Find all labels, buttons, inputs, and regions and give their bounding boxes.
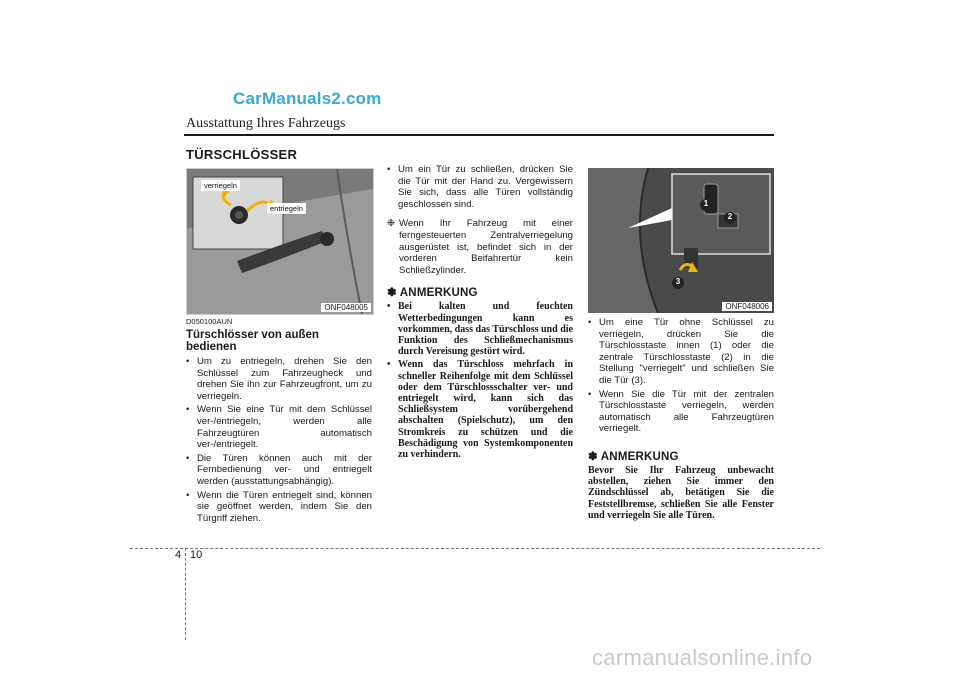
marker-2: 2: [727, 212, 733, 221]
list-item: • Bei kalten und feuchten Wetterbedingungen kann es vorkommen, dass das Türschloss und die Funktion des Schließmechanismus durch Vereisung gestört wird.: [387, 301, 573, 357]
figure-interior-lock: [588, 168, 774, 313]
figure-door-handle: [186, 168, 374, 315]
list-item: • Um ein Tür zu schließen, drücken Sie die Tür mit der Hand zu. Vergewissern Sie sich, dass alle Türen vollständig geschlossen sind.: [387, 164, 573, 210]
list-item: • Die Türen können auch mit der Fernbedienung ver- und entriegelt werden (ausstattungsabhängig).: [186, 453, 372, 488]
list-item: • Wenn die Türen entriegelt sind, können sie geöffnet werden, indem Sie den Türgriff ziehen.: [186, 490, 372, 525]
note-title: ✽ ANMERKUNG: [588, 450, 679, 463]
list-item: • Um eine Tür ohne Schlüssel zu verriegeln, drücken Sie die Türschlosstaste innen (1) oder die zentrale Türschlosstaste (2) in die Stellung "verriegelt" und schließen Sie die Tür (3).: [588, 317, 774, 387]
watermark-bottom: carmanualsonline.info: [592, 645, 813, 670]
note-title: ✽ ANMERKUNG: [387, 287, 478, 300]
list-item: • Um zu entriegeln, drehen Sie den Schlüssel zum Fahrzeugheck und drehen Sie ihn zur Fahrzeugfront, um zu verriegeln.: [186, 356, 372, 402]
label-lock: verriegeln: [201, 180, 240, 191]
section-header: Ausstattung Ihres Fahrzeugs: [186, 116, 346, 131]
watermark-top: CarManuals2.com: [233, 89, 382, 108]
column-2: [387, 164, 573, 462]
subheading: Türschlösser von außen bedienen: [186, 329, 319, 353]
label-unlock: entriegeln: [267, 203, 306, 214]
header-rule: [184, 134, 774, 136]
symbol-mark: ❉: [387, 218, 396, 230]
column-1: [186, 317, 372, 526]
chapter-number: 4: [175, 549, 182, 561]
column-3: [588, 317, 774, 521]
page-title: TÜRSCHLÖSSER: [186, 147, 298, 162]
symbol-note-text: Wenn Ihr Fahrzeug mit einer ferngesteuerten Zentralverriegelung ausgerüstet ist, befindet sich in der vorderen Beifahrertür kein Schließzylinder.: [399, 218, 573, 276]
footer-rule: [130, 548, 820, 549]
symbol-note: [387, 218, 573, 276]
figure-code: ONF048006: [722, 302, 772, 311]
list-item: • Wenn das Türschloss mehrfach in schneller Reihenfolge mit dem Schlüssel oder dem Türschlossschalter ver- und entriegelt wird, kann sich das Schließsystem vorübergehend abschalten (Spielschutz), um den Stromkreis zu schützen und die Beschädigung von Systemkomponenten zu verhindern.: [387, 359, 573, 460]
interior-lock-illustration: [588, 168, 774, 313]
reference-code: D050100AUN: [186, 317, 233, 326]
list-item: • Wenn Sie eine Tür mit dem Schlüssel ver-/entriegeln, werden alle Fahrzeugtüren automatisch ver-/entriegelt.: [186, 404, 372, 450]
page-number: 10: [190, 549, 203, 561]
footer-divider: [185, 548, 186, 640]
marker-1: 1: [703, 199, 709, 208]
figure-code: ONF048005: [321, 303, 371, 312]
marker-3: 3: [675, 277, 681, 286]
note-text: Bevor Sie Ihr Fahrzeug unbewacht abstellen, ziehen Sie immer den Zündschlüssel ab, betätigen Sie die Feststellbremse, schließen Sie alle Fenster und verriegeln Sie alle Türen.: [588, 464, 774, 521]
list-item: • Wenn Sie die Tür mit der zentralen Türschlosstaste verriegeln, werden automatisch alle Fahrzeugtüren verriegelt.: [588, 389, 774, 435]
